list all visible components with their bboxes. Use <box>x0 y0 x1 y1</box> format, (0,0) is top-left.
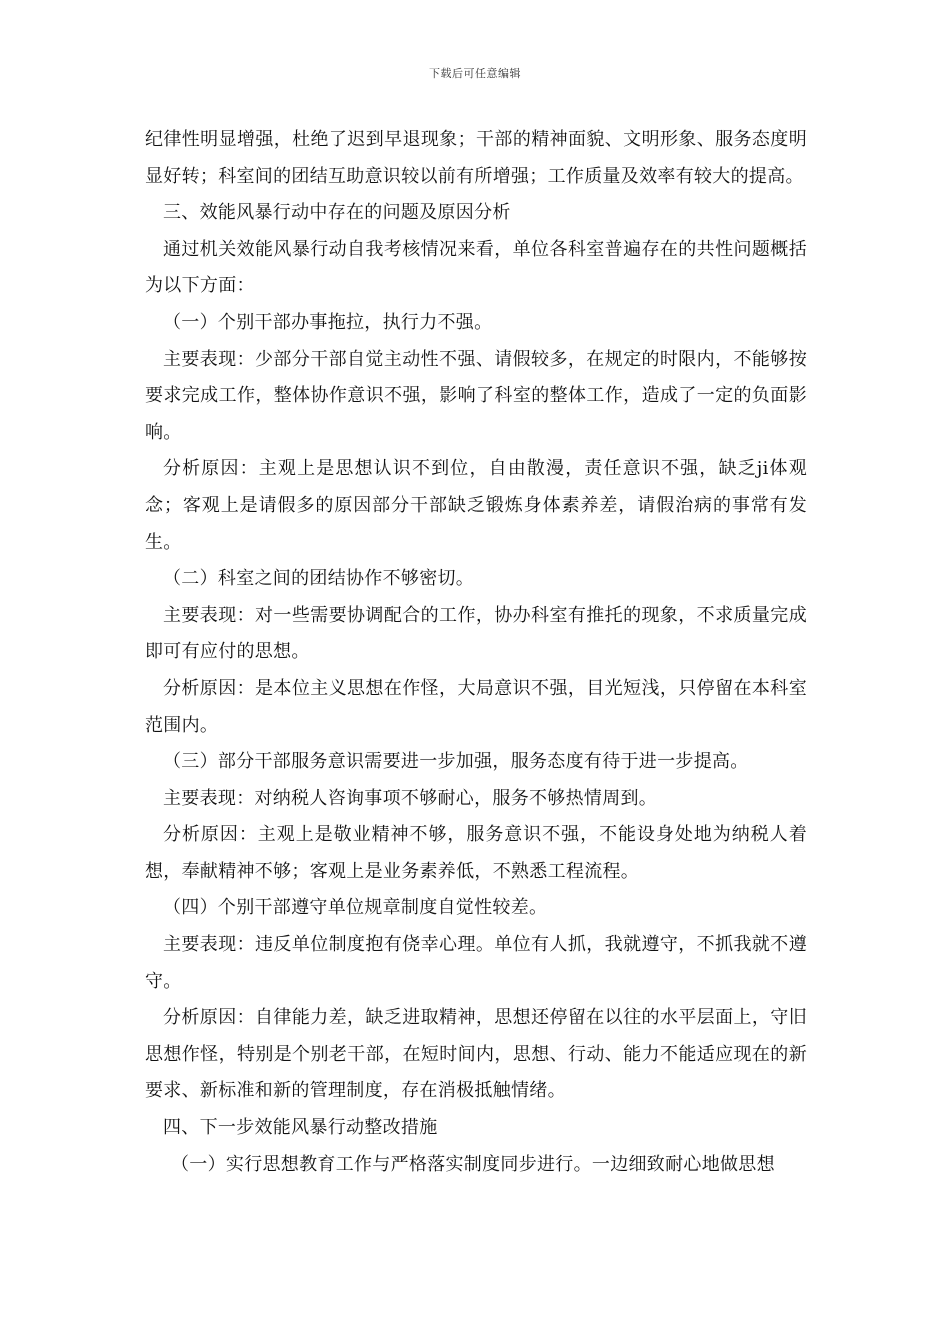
page-header: 下载后可任意编辑 <box>429 67 521 80</box>
subsection-heading: （一）个别干部办事拖拉，执行力不强。 <box>163 311 493 333</box>
document-body <box>145 122 807 1183</box>
subsection-heading: （三）部分干部服务意识需要进一步加强，服务态度有待于进一步提高。 <box>163 751 749 773</box>
paragraph: 通过机关效能风暴行动自我考核情况来看，单位各科室普遍存在的共性问题概括为以下方面： <box>145 238 807 297</box>
paragraph: 主要表现：对一些需要协调配合的工作，协办科室有推托的现象，不求质量完成即可有应付的思想。 <box>145 604 807 663</box>
paragraph: 分析原因：是本位主义思想在作怪，大局意识不强，目光短浅，只停留在本科室范围内。 <box>145 677 807 736</box>
paragraph: 主要表现：违反单位制度抱有侥幸心理。单位有人抓，我就遵守，不抓我就不遵守。 <box>145 934 807 992</box>
paragraph: 主要表现：对纳税人咨询事项不够耐心，服务不够热情周到。 <box>163 787 658 809</box>
paragraph: 分析原因：主观上是思想认识不到位，自由散漫，责任意识不强，缺乏ji体观念；客观上是请假多的原因部分干部缺乏锻炼身体素养差，请假治病的事常有发生。 <box>145 458 807 553</box>
paragraph: 主要表现：少部分干部自觉主动性不强、请假较多，在规定的时限内，不能够按要求完成工作，整体协作意识不强，影响了科室的整体工作，造成了一定的负面影响。 <box>145 348 807 443</box>
paragraph: 分析原因：自律能力差，缺乏进取精神，思想还停留在以往的水平层面上，守旧思想作怪，特别是个别老干部，在短时间内，思想、行动、能力不能适应现在的新要求、新标准和新的管理制度，存在消极抵触情绪。 <box>145 1007 807 1102</box>
subsection-heading: （二）科室之间的团结协作不够密切。 <box>163 568 475 590</box>
paragraph: 纪律性明显增强，杜绝了迟到早退现象；干部的精神面貌、文明形象、服务态度明显好转；科室间的团结互助意识较以前有所增强；工作质量及效率有较大的提高。 <box>145 129 807 187</box>
section-heading: 四、下一步效能风暴行动整改措施 <box>163 1117 438 1139</box>
section-heading: 三、效能风暴行动中存在的问题及原因分析 <box>163 202 511 224</box>
subsection-heading: （四）个别干部遵守单位规章制度自觉性较差。 <box>163 897 548 919</box>
subsection-heading: （一）实行思想教育工作与严格落实制度同步进行。一边细致耐心地做思想 <box>171 1153 775 1175</box>
paragraph: 分析原因：主观上是敬业精神不够，服务意识不强，不能设身处地为纳税人着想，奉献精神不够；客观上是业务素养低，不熟悉工程流程。 <box>145 824 807 882</box>
